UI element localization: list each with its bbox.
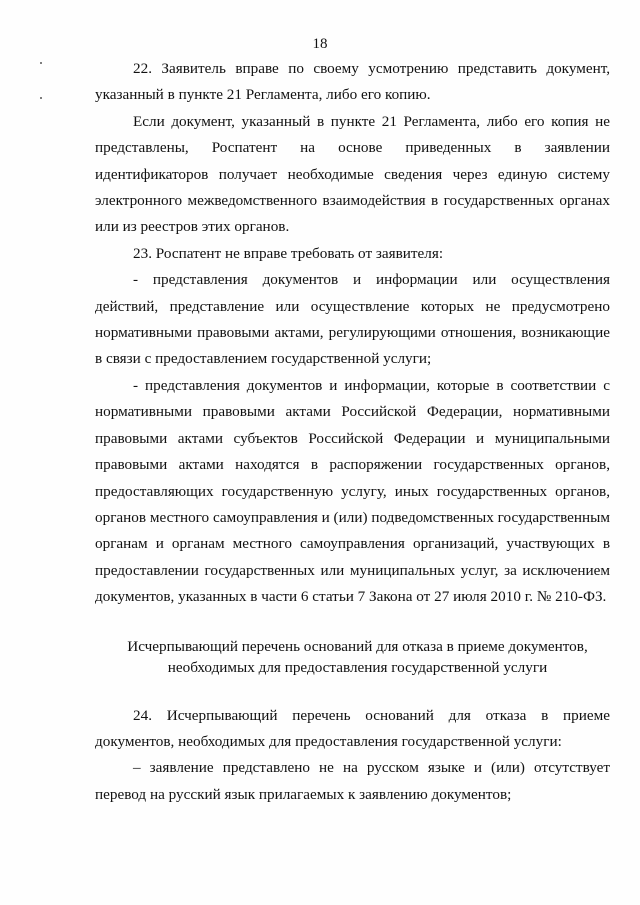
paragraph-24-item-1: – заявление представлено не на русском языке и (или) отсутствует перевод на русский язык прилагаемых к заявлению документов; (95, 759, 610, 803)
paragraph-23-item-1: - представления документов и информации или осуществления действий, представление или осуществление которых не предусмотрено нормативными правовыми актами, регулирующими отношения, возникающие в связи с предоставлением государственной услуги; (95, 271, 610, 368)
paragraph-23: 23. Роспатент не вправе требовать от заявителя: (133, 244, 444, 262)
page-number: 18 (312, 36, 328, 52)
spacer (95, 678, 610, 703)
section-heading-line-1: Исчерпывающий перечень оснований для отказа в приеме документов, (127, 637, 588, 655)
document-body (95, 56, 610, 808)
paragraph-24: 24. Исчерпывающий перечень оснований для отказа в приеме документов, необходимых для предоставления государственной услуги: (95, 706, 610, 750)
paragraph-22: 22. Заявитель вправе по своему усмотрению представить документ, указанный в пункте 21 Регламента, либо его копию. (95, 60, 610, 104)
spacer (95, 611, 610, 636)
paragraph-22-continued: Если документ, указанный в пункте 21 Регламента, либо его копия не представлены, Роспатент на основе приведенных в заявлении идентификаторов получает необходимые сведения через единую систему электронного межведомственного взаимодействия в государственных органах или из реестров этих органов. (95, 112, 610, 236)
scan-speck (40, 97, 42, 99)
section-heading-line-2: необходимых для предоставления государственной услуги (167, 658, 548, 676)
scan-speck (40, 62, 42, 64)
paragraph-23-item-2: - представления документов и информации, которые в соответствии с нормативными правовыми актами Российской Федерации, нормативными правовыми актами субъектов Российской Федерации и муниципальными правовыми актами находятся в распоряжении государственных органов, предоставляющих государственную услугу, иных государственных органов, органов местного самоуправления и (или) подведомственных государственным органам и органам местного самоуправления организаций, участвующих в предоставлении государственных или муниципальных услуг, за исключением документов, указанных в части 6 статьи 7 Закона от 27 июля 2010 г. № 210-ФЗ. (95, 376, 610, 606)
section-heading (95, 636, 610, 678)
